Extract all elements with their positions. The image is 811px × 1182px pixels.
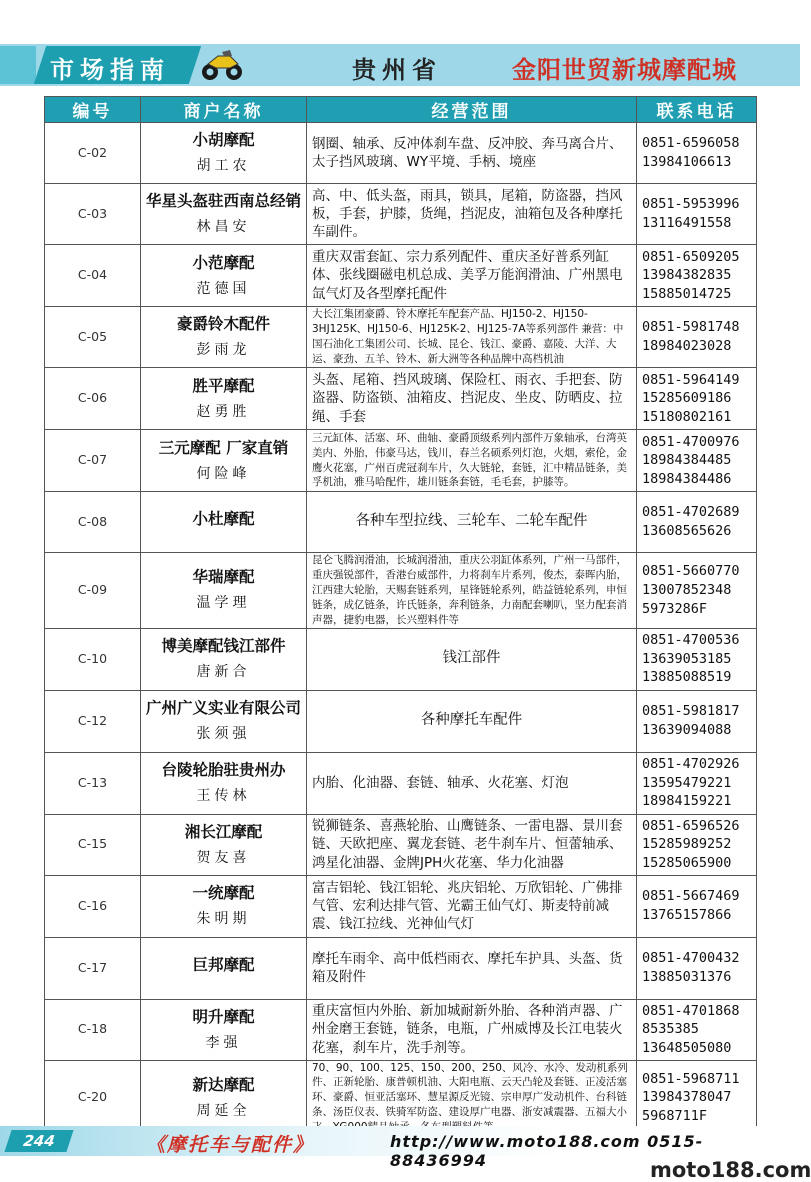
merchant-name-cell xyxy=(141,875,307,937)
phone-number: 15285609186 xyxy=(642,390,732,407)
contact-person: 贺友喜 xyxy=(196,849,251,866)
phone-cell xyxy=(637,184,757,245)
business-scope: 头盔、尾箱、挡风玻璃、保险杠、雨衣、手把套、防盗器、防盗锁、油箱皮、挡泥皮、坐皮、防晒皮、拉绳、手套 xyxy=(307,368,637,430)
motorcycle-icon xyxy=(200,42,244,84)
phone-number: 13007852348 xyxy=(642,581,732,598)
contact-person: 彭雨龙 xyxy=(196,342,251,359)
business-scope: 钢圈、轴承、反冲体刹车盘、反冲胶、奔马离合片、太子挡风玻璃、WY平境、手柄、境座 xyxy=(307,123,637,184)
phone-number: 0851-6509205 xyxy=(642,248,740,265)
merchant-number: C-09 xyxy=(45,553,141,629)
phone-cell xyxy=(637,430,757,492)
watermark-domain: .com xyxy=(754,1158,811,1182)
contact-person: 赵勇胜 xyxy=(196,403,251,420)
phone-number: 13984378047 xyxy=(642,1089,732,1106)
merchant-name-cell xyxy=(141,184,307,245)
phone-number: 15180802161 xyxy=(642,408,732,425)
merchant-name-cell xyxy=(141,430,307,492)
shop-name: 广州广义实业有限公司 xyxy=(146,699,302,718)
table-row xyxy=(45,752,757,814)
merchant-number: C-20 xyxy=(45,1060,141,1136)
phone-number: 13885088519 xyxy=(642,669,732,686)
phone-number: 15885014725 xyxy=(642,285,732,302)
phone-cell xyxy=(637,752,757,814)
phone-number: 13885031376 xyxy=(642,969,732,986)
phone-cell xyxy=(637,1060,757,1136)
business-scope: 重庆富恒内外胎、新加城耐新外胎、各种消声器、广州金磨王套链，链条，电瓶，广州威博及长江电装火花塞，刹车片，洗手剂等。 xyxy=(307,999,637,1060)
contact-person: 何险峰 xyxy=(196,465,251,482)
phone-number: 0851-5981817 xyxy=(642,703,740,720)
phone-cell xyxy=(637,553,757,629)
phone-cell xyxy=(637,245,757,307)
column-header-number: 编号 xyxy=(45,97,141,123)
phone-cell xyxy=(637,123,757,184)
table-row xyxy=(45,1060,757,1136)
phone-cell xyxy=(637,999,757,1060)
merchant-name-cell xyxy=(141,1060,307,1136)
table-row xyxy=(45,184,757,245)
contact-person: 李强 xyxy=(205,1034,242,1051)
shop-name: 华瑞摩配 xyxy=(192,568,255,587)
page-header xyxy=(0,0,800,92)
phone-number: 0851-4700432 xyxy=(642,950,740,967)
phone-number: 13984382835 xyxy=(642,267,732,284)
phone-number: 13116491558 xyxy=(642,215,732,231)
shop-name: 新达摩配 xyxy=(192,1075,255,1094)
market-title: 金阳世贸新城摩配城 xyxy=(512,56,737,84)
shop-name: 博美摩配钱江部件 xyxy=(161,637,286,656)
phone-cell xyxy=(637,937,757,999)
header-stripe xyxy=(0,46,36,84)
merchant-number: C-08 xyxy=(45,492,141,553)
phone-cell xyxy=(637,492,757,553)
contact-person: 唐新合 xyxy=(196,664,251,681)
merchant-number: C-02 xyxy=(45,123,141,184)
shop-name: 台陵轮胎驻贵州办 xyxy=(161,761,286,780)
phone-number: 13984106613 xyxy=(642,154,732,170)
merchant-name-cell xyxy=(141,123,307,184)
business-scope: 大长江集团豪爵、铃木摩托车配套产品、HJ150-2、HJ150-3HJ125K、HJ150-6、HJ125K-2、HJ125-7A等系列部件 兼营：中国石油化工集团公司、长城、昆仑、钱江、豪爵、嘉陵、大洋、大运、豪劲、五羊、铃木、新大洲等各种品牌中高档机油 xyxy=(307,307,637,368)
column-header-scope: 经营范围 xyxy=(307,97,637,123)
phone-number: 18984159221 xyxy=(642,793,732,810)
phone-number: 18984384485 xyxy=(642,452,732,469)
phone-number: 15285065900 xyxy=(642,854,732,871)
merchant-number: C-16 xyxy=(45,875,141,937)
phone-cell xyxy=(637,690,757,752)
site-watermark xyxy=(650,1158,811,1182)
merchant-number: C-10 xyxy=(45,628,141,690)
merchant-name-cell xyxy=(141,814,307,875)
merchant-name-cell xyxy=(141,999,307,1060)
business-scope: 各种车型拉线、三轮车、二轮车配件 xyxy=(307,492,637,553)
phone-cell xyxy=(637,628,757,690)
phone-number: 0851-4702926 xyxy=(642,756,740,773)
shop-name: 明升摩配 xyxy=(192,1007,255,1026)
phone-number: 0851-4700976 xyxy=(642,433,740,450)
table-header-row xyxy=(45,97,757,123)
shop-name: 巨邦摩配 xyxy=(192,955,255,974)
merchant-number: C-15 xyxy=(45,814,141,875)
business-scope: 三元缸体、活塞、环、曲轴、豪爵顶级系列内部件万象轴承，台湾英美内、外胎，伟豪马达，钱川，春兰名硕系列灯泡，火烟，索伦，金鹰火花塞，广州百虎冠刹车片，久大链轮，套链，汇中精品链条，美孚机油，雅马哈配件，雄川链条套链，毛毛套，护膝等。 xyxy=(307,430,637,492)
shop-name: 华星头盔驻西南总经销 xyxy=(146,192,302,211)
table-row xyxy=(45,999,757,1060)
shop-name: 小范摩配 xyxy=(192,253,255,272)
contact-person: 范德国 xyxy=(196,280,251,297)
business-scope: 钱江部件 xyxy=(307,628,637,690)
merchant-name-cell xyxy=(141,368,307,430)
shop-name: 三元摩配 厂家直销 xyxy=(158,438,289,457)
table-row xyxy=(45,430,757,492)
shop-name: 小杜摩配 xyxy=(192,509,255,528)
business-scope: 昆仑飞腾润滑油，长城润滑油，重庆公羽缸体系列，广州一马部件，重庆强锐部件，香港台威部件，力将刹车片系列，俊杰，泰晖内胎，江西建大轮胎，天赐套链系列，星锋链轮系列，皓益链轮系列，申恒链条，成亿链条，许氏链条，奔利链条，力南配套喇叭，坚力配套消声器，捷豹电器，长兴塑料件等 xyxy=(307,553,637,629)
merchant-name-cell xyxy=(141,245,307,307)
phone-cell xyxy=(637,875,757,937)
business-scope: 锐狮链条、喜燕轮胎、山鹰链条、一雷电器、景川套链、天欧把座、翼龙套链、老牛刹车片、恒蕾轴承、鸿星化油器、金牌JPH火花塞、华力化油器 xyxy=(307,814,637,875)
merchant-name-cell xyxy=(141,492,307,553)
phone-number: 0851-4700536 xyxy=(642,632,740,649)
phone-number: 8535385 xyxy=(642,1021,699,1038)
merchant-table xyxy=(44,96,757,1136)
phone-cell xyxy=(637,814,757,875)
merchant-name-cell xyxy=(141,553,307,629)
merchant-number: C-03 xyxy=(45,184,141,245)
phone-number: 0851-5964149 xyxy=(642,371,740,388)
shop-name: 豪爵铃木配件 xyxy=(176,315,270,334)
table-row xyxy=(45,307,757,368)
table-row xyxy=(45,690,757,752)
table-row xyxy=(45,492,757,553)
contact-person: 王传林 xyxy=(196,788,251,805)
phone-number: 0851-5667469 xyxy=(642,888,740,905)
business-scope: 重庆双雷套缸、宗力系列配件、重庆圣好普系列缸体、张线圈磁电机总成、美孚万能润滑油、广州黑电氙气灯及各型摩托配件 xyxy=(307,245,637,307)
table-row xyxy=(45,368,757,430)
merchant-name-cell xyxy=(141,307,307,368)
phone-number: 0851-6596526 xyxy=(642,817,740,834)
contact-person: 周延全 xyxy=(196,1102,251,1119)
phone-number: 0851-5953996 xyxy=(642,196,740,213)
business-scope: 摩托车雨伞、高中低档雨衣、摩托车护具、头盔、货箱及附件 xyxy=(307,937,637,999)
phone-number: 18984023028 xyxy=(642,338,732,354)
contact-person: 温学理 xyxy=(196,595,251,612)
merchant-number: C-07 xyxy=(45,430,141,492)
province-title: 贵州省 xyxy=(352,55,442,84)
table-body xyxy=(45,123,757,1136)
phone-number: 0851-5660770 xyxy=(642,563,740,580)
merchant-number: C-12 xyxy=(45,690,141,752)
merchant-name-cell xyxy=(141,937,307,999)
contact-person: 朱明期 xyxy=(196,911,251,928)
business-scope: 高、中、低头盔，雨具，锁具，尾箱，防盗器，挡风板，手套，护膝，货绳，挡泥皮，油箱包及各种摩托车副件。 xyxy=(307,184,637,245)
table-row xyxy=(45,553,757,629)
contact-person: 胡工农 xyxy=(196,158,251,175)
business-scope: 富吉铝轮、钱江铝轮、兆庆铝轮、万欣铝轮、广佛排气管、宏利达排气管、光霸王仙气灯、斯麦特前减震、钱江拉线、光神仙气灯 xyxy=(307,875,637,937)
phone-number: 13608565626 xyxy=(642,523,732,539)
shop-name: 小胡摩配 xyxy=(192,131,255,150)
phone-number: 13639053185 xyxy=(642,650,732,667)
phone-number: 0851-6596058 xyxy=(642,135,740,152)
shop-name: 一统摩配 xyxy=(192,884,255,903)
page-footer xyxy=(0,1126,811,1182)
phone-number: 0851-4701868 xyxy=(642,1002,740,1019)
business-scope: 内胎、化油器、套链、轴承、火花塞、灯泡 xyxy=(307,752,637,814)
phone-cell xyxy=(637,307,757,368)
table-row xyxy=(45,245,757,307)
column-header-phone: 联系电话 xyxy=(637,97,757,123)
merchant-number: C-06 xyxy=(45,368,141,430)
section-label: 市场指南 xyxy=(50,55,170,84)
merchant-number: C-04 xyxy=(45,245,141,307)
phone-number: 13648505080 xyxy=(642,1039,732,1056)
phone-number: 0851-4702689 xyxy=(642,504,740,521)
footer-url-phone: http://www.moto188.com 0515-88436994 xyxy=(390,1132,704,1170)
contact-person: 张须强 xyxy=(196,726,251,743)
phone-number: 13595479221 xyxy=(642,774,732,791)
phone-number: 0851-5981748 xyxy=(642,319,740,336)
merchant-number: C-18 xyxy=(45,999,141,1060)
merchant-name-cell xyxy=(141,752,307,814)
column-header-merchant: 商户名称 xyxy=(141,97,307,123)
shop-name: 胜平摩配 xyxy=(192,376,255,395)
table-row xyxy=(45,937,757,999)
merchant-number: C-17 xyxy=(45,937,141,999)
watermark-main: moto188 xyxy=(650,1158,755,1182)
table-row xyxy=(45,628,757,690)
phone-number: 13765157866 xyxy=(642,907,732,924)
phone-number: 15285989252 xyxy=(642,836,732,853)
phone-number: 18984384486 xyxy=(642,470,732,487)
business-scope: 各种摩托车配件 xyxy=(307,690,637,752)
phone-number: 0851-5968711 xyxy=(642,1070,740,1087)
phone-number: 5968711F xyxy=(642,1108,708,1125)
table-row xyxy=(45,123,757,184)
business-scope: 70、90、100、125、150、200、250、风冷、水冷、发动机系列件、正新轮胎、康普顿机油、大阳电瓶、云天凸轮及套链、正凌活塞环、豪爵、恒亚活塞环、慧星源反光镜、宗申厚广发动机件、台科链条、汤臣仪表、铁骑军防盗、建设厚广电器、浙安减震器、五福大小 xyxy=(307,1060,637,1136)
merchant-number: C-13 xyxy=(45,752,141,814)
phone-number: 5973286F xyxy=(642,600,708,617)
table-row xyxy=(45,875,757,937)
phone-cell xyxy=(637,368,757,430)
phone-number: 13639094088 xyxy=(642,722,732,739)
table-row xyxy=(45,814,757,875)
merchant-number: C-05 xyxy=(45,307,141,368)
shop-name: 湘长江摩配 xyxy=(184,822,263,841)
merchant-name-cell xyxy=(141,628,307,690)
page-number: 244 xyxy=(4,1130,73,1152)
contact-person: 林昌安 xyxy=(196,219,251,236)
merchant-name-cell xyxy=(141,690,307,752)
magazine-title: 《摩托车与配件》 xyxy=(146,1134,315,1156)
